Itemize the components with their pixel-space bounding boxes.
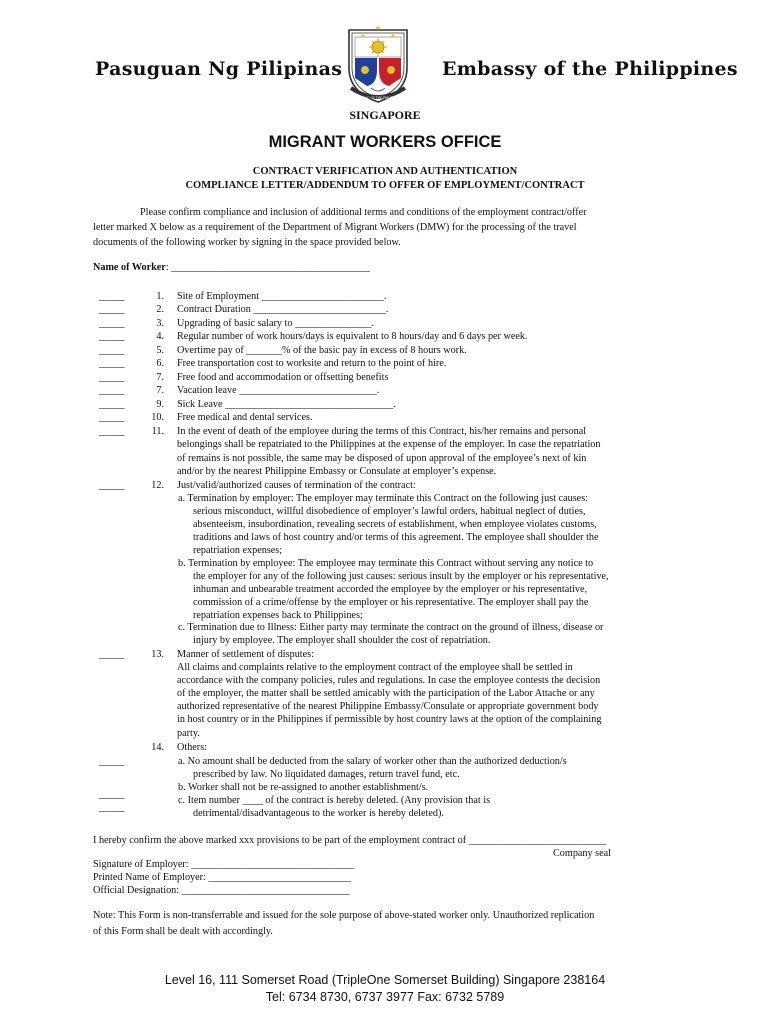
provision-mark-blank[interactable]: _____ — [99, 756, 125, 767]
note-line: of this Form shall be dealt with accordingly. — [93, 926, 273, 937]
intro-line: documents of the following worker by signing in the space provided below. — [93, 237, 401, 248]
provision-number: 10. — [151, 412, 164, 423]
provision-mark-blank[interactable]: _____ — [99, 789, 125, 800]
provision-number: 12. — [151, 480, 164, 491]
others-line: a. No amount shall be deducted from the salary of worker other than the authorized deduction/s — [178, 756, 567, 767]
footer-contact: Tel: 6734 8730, 6737 3977 Fax: 6732 5789 — [265, 990, 505, 1004]
others-line: detrimental/disadvantageous to the worker is hereby deleted). — [193, 808, 444, 819]
provision-title: Just/valid/authorized causes of termination of the contract: — [177, 480, 416, 491]
provision-item-6 — [0, 357, 770, 370]
provision-item-9 — [0, 398, 770, 411]
header-city: SINGAPORE — [349, 108, 421, 122]
termination-employer-line: a. Termination by employer: The employer may terminate this Contract on the following just causes: — [178, 493, 588, 504]
worker-name-label: Name of Worker — [93, 262, 166, 273]
header-left-title: Pasuguan Ng Pilipinas — [95, 58, 343, 80]
header-right-title: Embassy of the Philippines — [442, 58, 738, 80]
provision-item-3 — [0, 317, 770, 330]
worker-name-field[interactable] — [93, 262, 370, 273]
provision-item-11 — [0, 425, 770, 438]
official-designation-field[interactable]: Official Designation: _________________________________ — [93, 885, 350, 896]
provision-mark-blank[interactable]: _____ — [99, 345, 125, 356]
termination-illness-line: injury by employee. The employer shall shoulder the cost of repatriation. — [193, 635, 491, 646]
provision-mark-blank[interactable]: _____ — [99, 318, 125, 329]
termination-employer-line: repatriation expenses; — [193, 545, 283, 556]
employer-name-field[interactable]: Printed Name of Employer: ____________________________ — [93, 872, 352, 883]
intro-line: Please confirm compliance and inclusion of additional terms and conditions of the employment contract/offer — [140, 207, 587, 218]
provision-text: Free food and accommodation or offsetting benefits — [177, 372, 389, 383]
provision-item-7 — [0, 371, 770, 384]
provision-text: Regular number of work hours/days is equivalent to 8 hours/day and 6 days per week. — [177, 331, 528, 342]
provision-item-4 — [0, 330, 770, 343]
provision-number: 3. — [156, 318, 164, 329]
provision-mark-blank[interactable]: _____ — [99, 331, 125, 342]
termination-illness-line: c. Termination due to Illness: Either party may terminate the contract on the ground of illness, disease or — [178, 622, 604, 633]
provision-text: Contract Duration __________________________. — [177, 304, 389, 315]
termination-employee-line: the employer for any of the following just causes: serious insult by the employer or his representative, — [193, 571, 609, 582]
provision-mark-blank[interactable]: _____ — [99, 480, 125, 491]
provision-title: Manner of settlement of disputes: — [177, 649, 314, 660]
provision-mark-blank[interactable]: _____ — [99, 385, 125, 396]
others-line: c. Item number ____ of the contract is hereby deleted. (Any provision that is — [178, 795, 491, 806]
provision-text-line: of remains is not possible, the same may be disposed of upon approval of the employee’s next of kin — [177, 453, 587, 464]
provision-mark-blank[interactable]: _____ — [99, 372, 125, 383]
provision-mark-blank[interactable]: _____ — [99, 358, 125, 369]
provision-mark-blank[interactable]: _____ — [99, 649, 125, 660]
provision-mark-blank[interactable]: _____ — [99, 304, 125, 315]
provision-number: 9. — [156, 399, 164, 410]
provision-text: Upgrading of basic salary to _______________. — [177, 318, 374, 329]
provision-number: 11. — [151, 426, 164, 437]
provision-text-line: In the event of death of the employee during the terms of this Contract, his/her remains and personal — [177, 426, 587, 437]
office-title: MIGRANT WORKERS OFFICE — [268, 133, 502, 151]
provision-item-14 — [0, 741, 770, 754]
termination-employee-line: b. Termination by employee: The employee may terminate this Contract without serving any notice to — [178, 558, 594, 569]
provision-text: Free transportation cost to worksite and return to the point of hire. — [177, 358, 447, 369]
provision-text: Sick Leave _________________________________. — [177, 399, 396, 410]
employer-signature-field[interactable]: Signature of Employer: ________________________________ — [93, 859, 355, 870]
provision-text: Vacation leave ___________________________. — [177, 385, 380, 396]
footer-address: Level 16, 111 Somerset Road (TripleOne Somerset Building) Singapore 238164 — [164, 973, 606, 987]
confirmation-line[interactable]: I hereby confirm the above marked xxx provisions to be part of the employment contract of ___________________________ — [93, 835, 607, 846]
termination-employee-line: commission of a crime/offense by the employer or his representative. The employer shall pay the — [193, 597, 589, 608]
provision-item-12 — [0, 479, 770, 492]
termination-employer-line: serious misconduct, willful disobedience of employer’s lawful orders, habitual neglect of duties, — [193, 506, 586, 517]
provision-text-line: accordance with the company policies, rules and regulations. In case the employee contests the decision — [177, 675, 601, 686]
termination-employee-line: repatriation expenses back to Philippines; — [193, 610, 363, 621]
document-subtitle: CONTRACT VERIFICATION AND AUTHENTICATION — [252, 166, 518, 177]
provision-mark-blank[interactable]: _____ — [99, 426, 125, 437]
termination-employee-line: inhuman and unbearable treatment accorded the employee by the employer or his representative, — [193, 584, 588, 595]
provision-text: Free medical and dental services. — [177, 412, 313, 423]
provision-mark-blank[interactable]: _____ — [99, 412, 125, 423]
provision-text-line: belongings shall be repatriated to the Philippines at the expense of the employer. In case the repatriation — [177, 439, 601, 450]
worker-name-line: : _______________________________________ — [165, 262, 370, 273]
provision-title: Others: — [177, 742, 207, 753]
seal-text: REPUBLIC OF THE PHILIPPINES — [353, 96, 403, 100]
provision-number: 5. — [156, 345, 164, 356]
philippine-seal-icon — [343, 22, 413, 106]
provision-mark-blank[interactable]: _____ — [99, 802, 125, 813]
intro-line: letter marked X below as a requirement of the Department of Migrant Workers (DMW) for the processing of the travel — [93, 222, 577, 233]
provision-text-line: authorized representative of the nearest Philippine Embassy/Consulate or appropriate government body — [177, 701, 599, 712]
provision-number: 7. — [156, 385, 164, 396]
provision-text: Site of Employment ________________________. — [177, 291, 387, 302]
provision-text-line: and/or by the nearest Philippine Embassy or Consulate at employer’s expense. — [177, 466, 497, 477]
provision-number: 1. — [156, 291, 164, 302]
provision-number: 14. — [151, 742, 164, 753]
provision-mark-blank[interactable]: _____ — [99, 291, 125, 302]
provision-mark-blank[interactable]: _____ — [99, 399, 125, 410]
others-item-a — [0, 755, 770, 768]
provision-text-line: of the employer, the matter shall be settled amicably with the participation of the Labor Attache or any — [177, 688, 595, 699]
provision-text-line: in host country or in the Philippines if permissible by host country laws at the option of the complaining — [177, 714, 602, 725]
company-seal-label: Company seal — [553, 848, 612, 859]
document-subtitle-2: COMPLIANCE LETTER/ADDENDUM TO OFFER OF EMPLOYMENT/CONTRACT — [185, 180, 585, 191]
provision-number: 2. — [156, 304, 164, 315]
provision-number: 7. — [156, 372, 164, 383]
provision-text-line: party. — [177, 728, 200, 739]
termination-employer-line: absenteeism, insubordination, revealing secrets of establishment, when employee violates customs, — [193, 519, 597, 530]
provision-item-2 — [0, 303, 770, 316]
provision-number: 13. — [151, 649, 164, 660]
provision-text: Overtime pay of _______% of the basic pay in excess of 8 hours work. — [177, 345, 467, 356]
provision-item-8 — [0, 384, 770, 397]
others-line: b. Worker shall not be re-assigned to another establishment/s. — [178, 782, 429, 793]
note-line: Note: This Form is non-transferrable and issued for the sole purpose of above-stated worker only. Unauthorized replication — [93, 910, 595, 921]
provision-number: 4. — [156, 331, 164, 342]
provision-text-line: All claims and complaints relative to the employment contract of the employee shall be settled in — [177, 662, 573, 673]
termination-employer-line: traditions and laws of host country and/or terms of this agreement. The employee shall shoulder the — [193, 532, 599, 543]
provision-item-13 — [0, 648, 770, 661]
provision-item-5 — [0, 344, 770, 357]
others-line: prescribed by law. No liquidated damages, return travel fund, etc. — [193, 769, 460, 780]
provision-item-10 — [0, 411, 770, 424]
provision-item-1 — [0, 290, 770, 303]
provision-number: 6. — [156, 358, 164, 369]
